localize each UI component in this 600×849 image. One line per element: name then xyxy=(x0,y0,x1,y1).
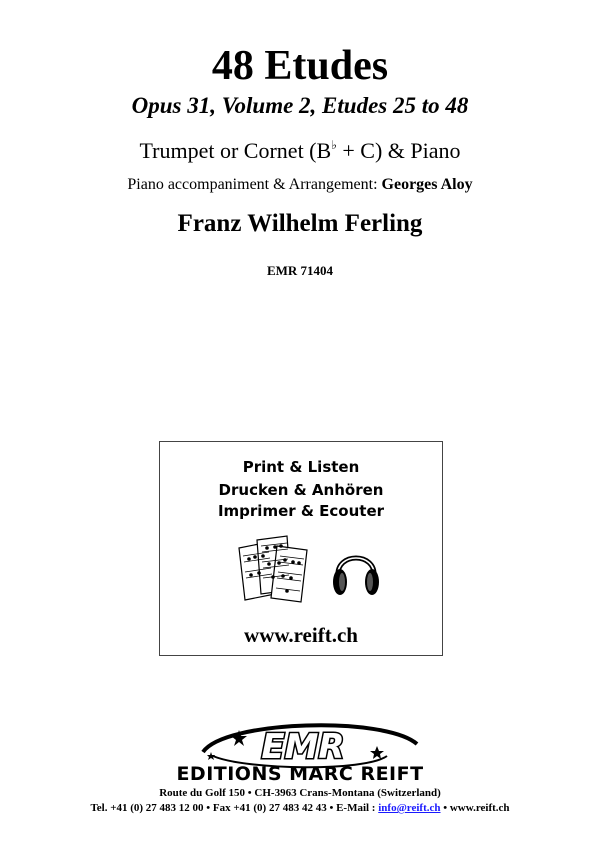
print-listen-box xyxy=(159,441,443,656)
arrangement-credit xyxy=(0,175,600,195)
instrumentation-after: + C) & Piano xyxy=(336,138,461,163)
drucken-anhoeren-label: Drucken & Anhören xyxy=(218,481,384,499)
catalog-code: EMR 71404 xyxy=(266,263,334,278)
publisher-name: EDITIONS MARC REIFT xyxy=(176,763,424,785)
publisher-contact xyxy=(0,801,600,815)
contact-phone-fax: Tel. +41 (0) 27 483 12 00 • Fax +41 (0) 27 483 42 43 • E-Mail : xyxy=(90,802,379,814)
print-listen-label: Print & Listen xyxy=(242,458,360,476)
email-link[interactable]: info@reift.ch xyxy=(378,802,441,814)
instrumentation-before: Trumpet or Cornet (B xyxy=(139,138,332,163)
headphones-icon xyxy=(330,540,382,602)
arranger-name: Georges Aloy xyxy=(381,176,473,193)
sheet-music-icon xyxy=(235,534,311,604)
subtitle: Opus 31, Volume 2, Etudes 25 to 48 xyxy=(131,93,469,118)
emr-mark: EMR xyxy=(261,727,345,767)
flat-sign: ♭ xyxy=(331,138,337,152)
instrumentation xyxy=(0,131,600,165)
contact-website: • www.reift.ch xyxy=(440,802,510,814)
website-link[interactable]: www.reift.ch xyxy=(244,623,358,647)
arrangement-label: Piano accompaniment & Arrangement: xyxy=(127,176,382,193)
publisher-address: Route du Golf 150 • CH-3963 Crans-Montana (Switzerland) xyxy=(159,787,441,799)
title: 48 Etudes xyxy=(211,43,389,89)
imprimer-ecouter-label: Imprimer & Ecouter xyxy=(217,502,385,520)
composer: Franz Wilhelm Ferling xyxy=(177,210,423,237)
